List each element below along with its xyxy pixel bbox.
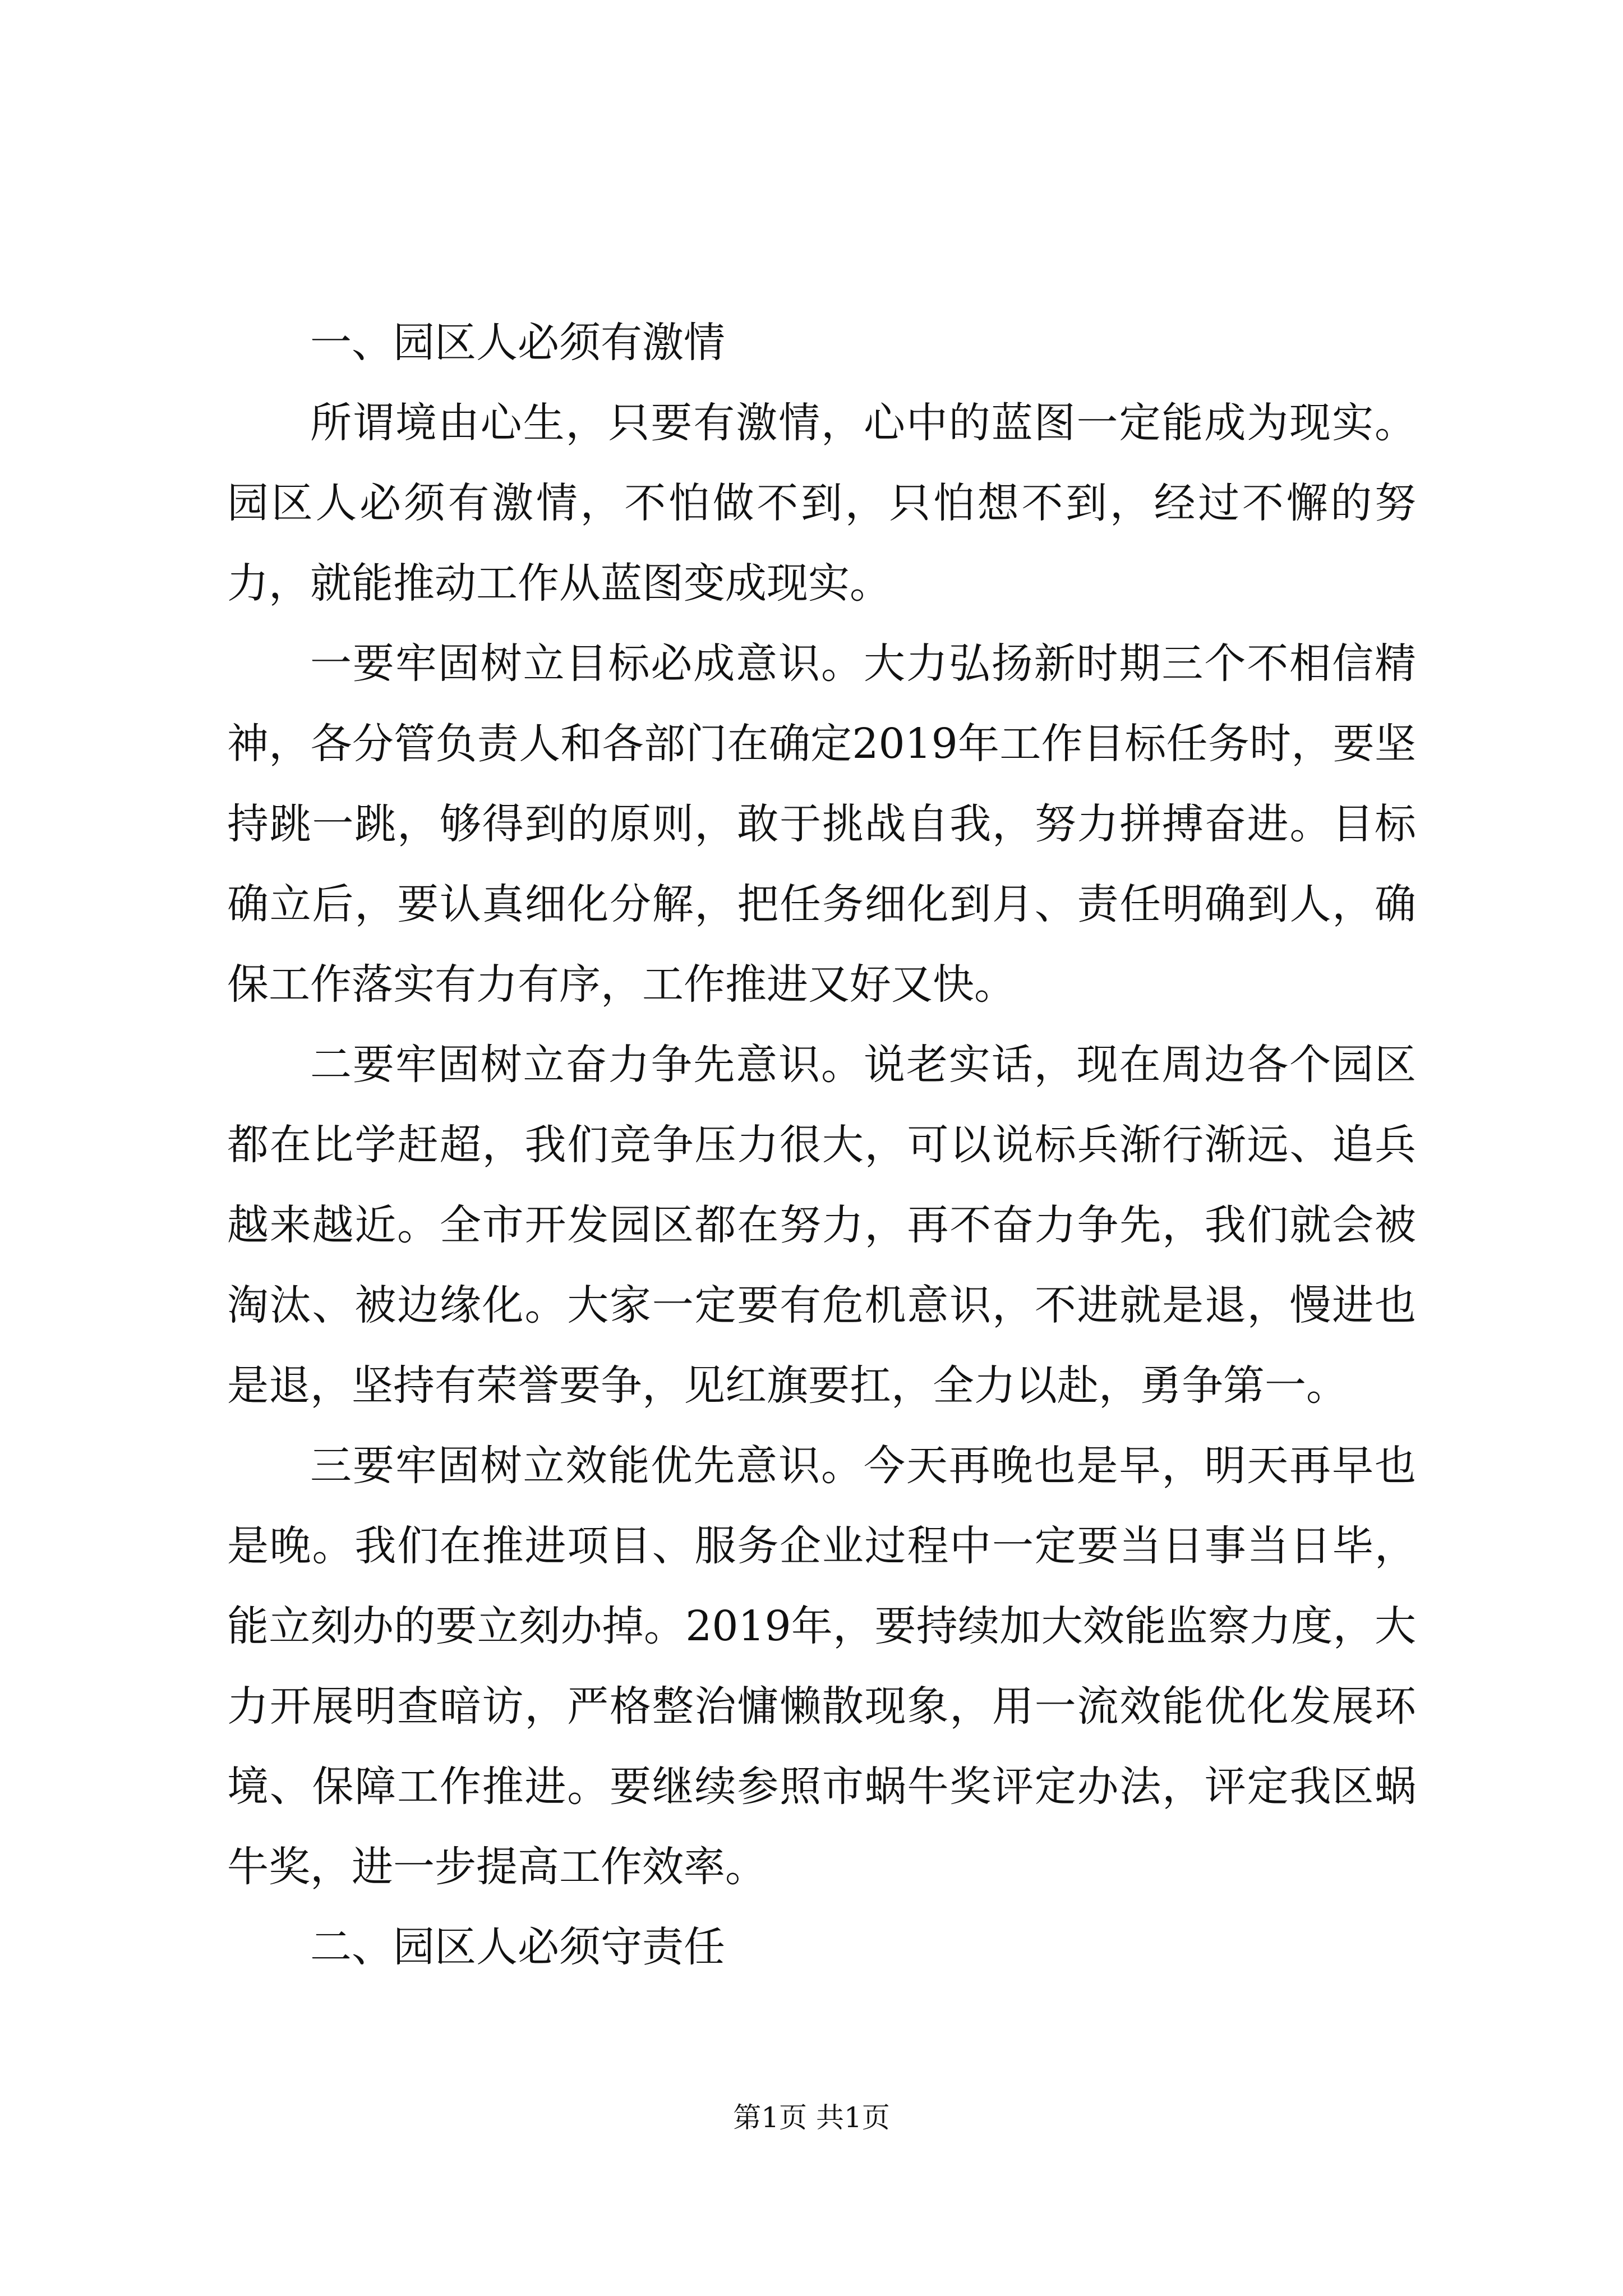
paragraph-strive-first: 二要牢固树立奋力争先意识。说老实话，现在周边各个园区都在比学赶超，我们竞争压力很大，可以说标兵渐行渐远、追兵越来越近。全市开发园区都在努力，再不奋力争先，我们就会被淘汰、被边缘化。大家一定要有危机意识，不进就是退，慢进也是退，坚持有荣誉要争，见红旗要扛，全力以赴，勇争第一。: [227, 1041, 1416, 1410]
paragraph-goal-awareness: 一要牢固树立目标必成意识。大力弘扬新时期三个不相信精神，各分管负责人和各部门在确定2019年工作目标任务时，要坚持跳一跳，够得到的原则，敢于挑战自我，努力拼搏奋进。目标确立后，要认真细化分解，把任务细化到月、责任明确到人，确保工作落实有力有序，工作推进又好又快。: [227, 639, 1416, 1009]
paragraph-intro: 所谓境由心生，只要有激情，心中的蓝图一定能成为现实。园区人必须有激情，不怕做不到，只怕想不到，经过不懈的努力，就能推动工作从蓝图变成现实。: [227, 399, 1416, 608]
section-heading-2: 二、园区人必须守责任: [310, 1923, 725, 1971]
document-body: [227, 303, 1416, 1987]
page-footer: 第1页 共1页: [733, 2101, 890, 2134]
section-heading-1: 一、园区人必须有激情: [310, 319, 725, 367]
paragraph-efficiency-first: 三要牢固树立效能优先意识。今天再晚也是早，明天再早也是晚。我们在推进项目、服务企业过程中一定要当日事当日毕，能立刻办的要立刻办掉。2019年，要持续加大效能监察力度，大力开展明查暗访，严格整治慵懒散现象，用一流效能优化发展环境、保障工作推进。要继续参照市蜗牛奖评定办法，评定我区蜗牛奖，进一步提高工作效率。: [227, 1442, 1416, 1891]
